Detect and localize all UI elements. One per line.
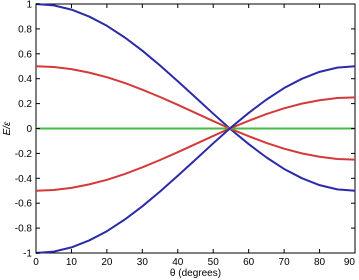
- y-axis-label: E/ε: [2, 121, 13, 136]
- y-tick-label: 0.2: [18, 99, 32, 111]
- y-tick-label: -0.2: [14, 148, 32, 160]
- y-tick-label: 0.4: [18, 74, 32, 86]
- x-tick-label: 70: [278, 257, 290, 268]
- x-tick-label: 40: [172, 257, 184, 268]
- y-tick-label: 1: [26, 0, 32, 11]
- y-tick-label: 0.8: [18, 24, 32, 36]
- x-tick-label: 80: [313, 257, 326, 268]
- x-tick-label: 60: [243, 257, 255, 268]
- x-tick-label: 20: [101, 257, 113, 268]
- y-tick-label: -0.4: [14, 173, 32, 185]
- y-tick-label: -1: [23, 248, 32, 260]
- y-tick-label: -0.8: [14, 223, 32, 235]
- y-tick-label: 0: [26, 124, 32, 135]
- x-axis-label: θ (degrees): [169, 268, 222, 279]
- x-tick-label: 90: [343, 257, 355, 268]
- x-tick-label: 10: [65, 257, 78, 268]
- y-tick-label: -0.6: [14, 198, 32, 210]
- y-tick-label: 0.6: [18, 49, 32, 61]
- x-tick-label: 50: [207, 257, 219, 268]
- x-tick-label: 0: [33, 257, 39, 268]
- x-tick-label: 30: [136, 257, 148, 268]
